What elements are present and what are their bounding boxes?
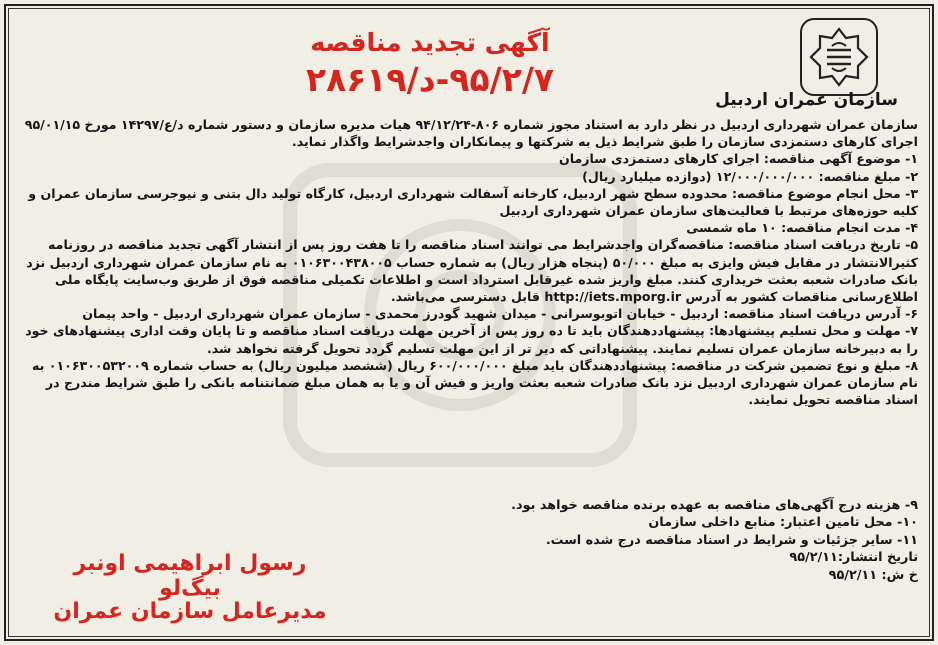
list-item: ۷- مهلت و محل تسلیم پیشنهادها: پیشنهاددهندگان باید تا ده روز پس از آخرین مهلت دریافت اسناد مناقصه و تا پایان وقت اداری پیشنهادهای خود را به دبیرخانه سازمان عمران تسلیم نمایند. پیشنهاداتی که دیر تر از این مهلت تسلیم گردد تحویل گرفته نخواهد شد. (25, 323, 918, 356)
list-item: ۶- آدرس دریافت اسناد مناقصه: اردبیل - خیابان اتوبوسرانی - میدان شهید گودرز محمدی - سازمان عمران شهرداری اردبیل - واحد پیمان (82, 306, 918, 322)
intro-paragraph: سازمان عمران شهرداری اردبیل در نظر دارد به استناد مجوز شماره ۸۰۶-۹۴/۱۲/۲۴ هیات مدیره سازمان و دستور شماره د/ع/۱۴۲۹۷ مورخ ۹۵/۰۱/۱۵ اجرای کارهای دستمزدی سازمان را طبق شرایط ذیل به شرکتها و پیمانکاران واجدشرایط واگذار نماید. (24, 117, 918, 150)
list-item: ۱- موضوع آگهی مناقصه: اجرای کارهای دستمزدی سازمان (559, 151, 918, 167)
publish-date-value: ۹۵/۲/۱۱ (789, 550, 838, 566)
list-item: ۸- مبلغ و نوع تضمین شرکت در مناقصه: پیشنهاددهندگان باید مبلغ ۶۰۰/۰۰۰/۰۰۰ ریال (ششصد میلیون ریال) به حساب شماره ۰۱۰۶۳۰۰۵۳۲۰۰۹ به نام سازمان عمران شهرداری اردبیل نزد بانک صادرات شعبه بعثت واریز و فیش آن و یا به همان مبلغ ضمانتنامه بانکی را طبق شرایط مندرج در اسناد مناقصه تحویل نمایند. (32, 357, 918, 408)
list-item: ۱۱- سایر جزئیات و شرایط در اسناد مناقصه درج شده است. (545, 532, 918, 548)
kh-sh-value: ۹۵/۲/۱۱ (828, 567, 878, 583)
publish-date (318, 549, 918, 566)
notice-tail (318, 497, 918, 584)
list-item: ۳- محل انجام موضوع مناقصه: محدوده سطح شهر اردبیل، کارخانه آسفالت شهرداری اردبیل، کارگاه تولید دال بتنی و نیوجرسی سازمان عمران و کلیه حوزه‌های مرتبط با فعالیت‌های سازمان عمران شهرداری اردبیل (28, 185, 918, 219)
signatory-name: رسول ابراهیمی اونبر بیگ‌لو (73, 551, 307, 601)
publish-date-label: تاریخ انتشار: (837, 550, 918, 566)
list-item (20, 236, 918, 305)
notice-number: ۹۵/۲/۷-د/۲۸۶۱۹ (305, 60, 555, 99)
list-item-text: قابل دسترسی می‌باشد. (390, 289, 540, 305)
list-item-text: ۵- تاریخ دریافت اسناد مناقصه: مناقصه‌گران واجدشرایط می توانند اسناد مناقصه را تا هفت روز پس از انتشار آگهی تجدید مناقصه در روزنامه کثیرالانتشار در مقابل فیش وایزی به مبلغ ۵۰/۰۰۰ (پنجاه هزار ریال) به شماره حساب ۰۱۰۶۳۰۰۴۳۸۰۰۵ به نام سازمان عمران شهرداری اردبیل نزد بانک صادرات شعبه بعثت خریداری کنند. مبلغ واریز شده غیرقابل استرداد است و اطلاعات تکمیلی مناقصه فوق از طریق وب‌سایت پایگاه ملی اطلاع‌رسانی مناقصات کشور به آدرس (26, 237, 918, 305)
list-item: ۴- مدت انجام مناقصه: ۱۰ ماه شمسی (686, 220, 918, 236)
notice-title: آگهی تجدید مناقصه (310, 28, 550, 57)
kh-sh (318, 567, 918, 584)
signatory-title: مدیرعامل سازمان عمران (53, 599, 327, 624)
list-item: ۹- هزینه درج آگهی‌های مناقصه به عهده برنده مناقصه خواهد بود. (511, 498, 918, 513)
list-item: ۲- مبلغ مناقصه: ۱۲/۰۰۰/۰۰۰/۰۰۰ (دوازده میلیارد ریال) (582, 168, 918, 184)
organization-emblem-icon (800, 18, 878, 96)
notice-body (20, 116, 918, 408)
list-item: ۱۰- محل تامین اعتبار: منابع داخلی سازمان (648, 515, 918, 531)
organization-name: سازمان عمران اردبیل (715, 90, 898, 110)
kh-sh-label: خ ش: (881, 567, 918, 583)
website-link[interactable]: http://iets.mporg.ir (544, 289, 682, 305)
